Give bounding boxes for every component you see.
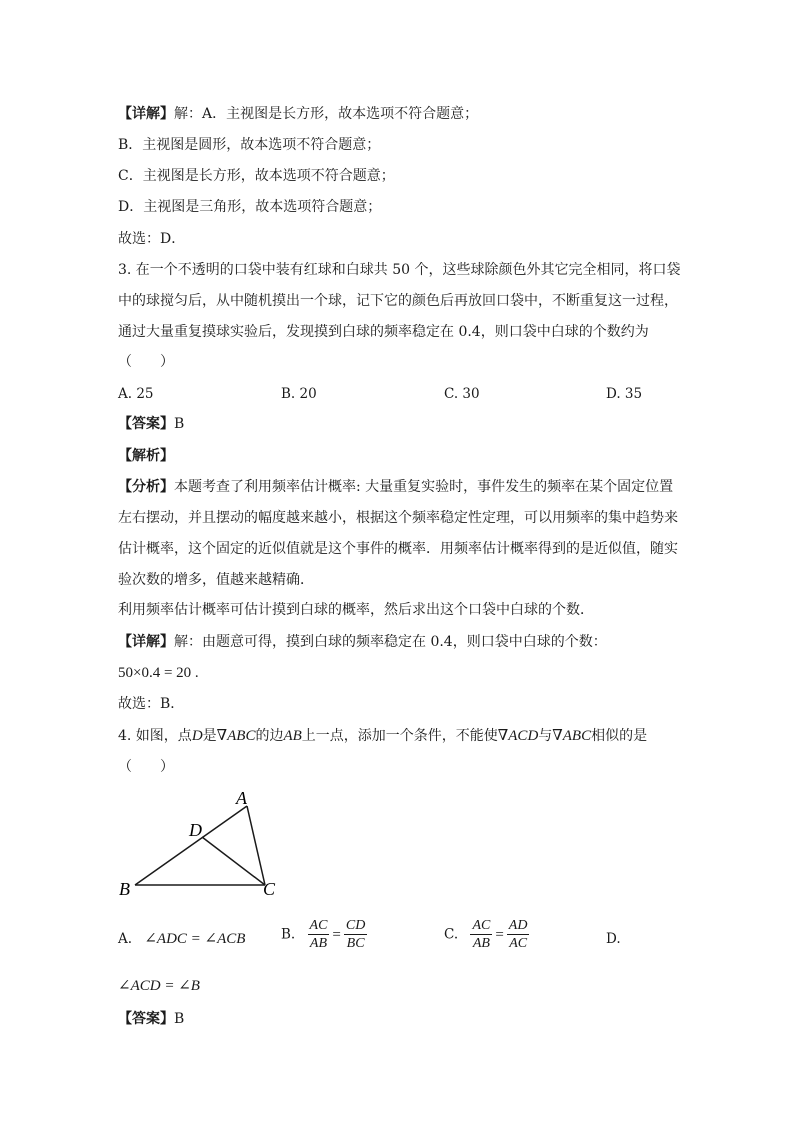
option-a-label: A. (118, 931, 133, 947)
answer-tag: 【答案】 (118, 1011, 174, 1027)
q4-answer (118, 1009, 184, 1029)
label-b: B (119, 879, 130, 899)
frac-den: BC (346, 936, 365, 951)
q3-analysis-line-1 (118, 477, 673, 497)
q3-analysis-line-3: 估计概率，这个固定的近似值就是这个事件的概率．用频率估计概率得到的是近似值，随实 (118, 541, 678, 557)
q3-analysis-line-2: 左右摆动，并且摆动的幅度越来越小，根据这个频率稳定性定理，可以用频率的集中趋势来 (118, 510, 678, 526)
analysis-head: 【分析】 (118, 479, 174, 495)
option-b-frac-2 (344, 917, 367, 952)
q4-text-4: 上一点，添加一个条件，不能使 (301, 728, 498, 744)
q4-triangle-acd: ∇ACD (497, 728, 539, 744)
q3-choose: 故选：B． (118, 696, 185, 712)
option-b-label: B. (281, 926, 296, 943)
q4-option-c (444, 917, 529, 952)
q3-answer (118, 414, 184, 434)
q3-option-b: B. 20 (281, 386, 317, 402)
detail-line-c: C．主视图是长方形，故本选项不符合题意； (118, 168, 395, 184)
answer-tag: 【答案】 (118, 416, 174, 432)
detail-tag: 【详解】 (118, 106, 174, 122)
frac-den: AB (309, 936, 328, 951)
q4-option-a (118, 929, 245, 949)
q4-triangle-abc: ∇ABC (216, 728, 256, 744)
label-c: C (263, 879, 276, 899)
option-c-frac-1 (470, 917, 492, 952)
detail-a-text: 解：A．主视图是长方形，故本选项不符合题意； (174, 106, 479, 122)
q3-option-a: A. 25 (118, 386, 154, 402)
frac-den: AB (472, 936, 490, 951)
detail-tag: 【详解】 (118, 634, 174, 650)
q4-segment-ab: AB (283, 728, 302, 744)
q4-point-d: D (191, 728, 203, 744)
label-a: A (236, 788, 247, 808)
q4-option-b (281, 917, 367, 952)
q3-analysis-line-5: 利用频率估计概率可估计摸到白球的概率，然后求出这个口袋中白球的个数． (118, 602, 594, 618)
q4-option-d-math: ∠ACD = ∠B (118, 978, 200, 994)
answer-value: B (174, 416, 185, 432)
q4-text-1: 4. 如图，点 (118, 728, 192, 744)
q3-line-4: （ ） (118, 354, 174, 370)
equals: = (332, 926, 341, 943)
detail-line-b: B．主视图是圆形，故本选项不符合题意； (118, 137, 381, 153)
q4-line-1 (118, 726, 647, 746)
detail-line-d: D．主视图是三角形，故本选项符合题意； (118, 199, 382, 215)
option-b-frac-1 (308, 917, 330, 952)
option-a-math: ∠ADC = ∠ACB (144, 931, 246, 947)
detail-line-a (118, 104, 478, 124)
q4-text-5: 与 (538, 728, 553, 744)
q3-formula: 50×0.4 = 20 . (118, 665, 199, 681)
option-c-frac-2 (507, 917, 530, 952)
frac-num: AC (309, 918, 328, 933)
q3-line-3: 通过大量重复摸球实验后，发现摸到白球的频率稳定在 0.4，则口袋中白球的个数约为 (118, 324, 649, 340)
q4-triangle-abc-2: ∇ABC (552, 728, 592, 744)
q3-option-c: C. 30 (444, 386, 480, 402)
q4-option-d-label: D. (606, 931, 621, 947)
equals: = (495, 926, 504, 943)
q3-analysis-line-4: 验次数的增多，值越来越精确． (118, 572, 314, 588)
q4-text-6: 相似的是 (591, 728, 648, 744)
q3-line-1: 3. 在一个不透明的口袋中装有红球和白球共 50 个，这些球除颜色外其它完全相同，将口袋 (118, 262, 681, 278)
q4-text-3: 的边 (255, 728, 284, 744)
frac-num: AD (508, 918, 528, 933)
analysis-text-1: 本题考查了利用频率估计概率: 大量重复实验时，事件发生的频率在某个固定位置 (174, 479, 674, 495)
detail-text: 解：由题意可得，摸到白球的频率稳定在 0.4，则口袋中白球的个数： (174, 634, 607, 650)
segment-ab (135, 806, 247, 885)
q3-line-2: 中的球搅匀后，从中随机摸出一个球，记下它的颜色后再放回口袋中，不断重复这一过程， (118, 293, 678, 309)
choose-d: 故选：D． (118, 231, 186, 247)
q3-option-d: D. 35 (606, 386, 643, 402)
label-d: D (189, 820, 202, 840)
option-c-label: C. (444, 926, 459, 943)
frac-num: AC (472, 918, 491, 933)
q4-text-2: 是 (202, 728, 217, 744)
triangle-figure (110, 785, 290, 905)
frac-num: CD (345, 918, 366, 933)
answer-value: B (174, 1011, 185, 1027)
q4-paren: （ ） (118, 759, 174, 775)
q3-detail-line (118, 632, 607, 652)
q3-analysis-tag: 【解析】 (118, 448, 174, 464)
frac-den: AC (509, 936, 528, 951)
